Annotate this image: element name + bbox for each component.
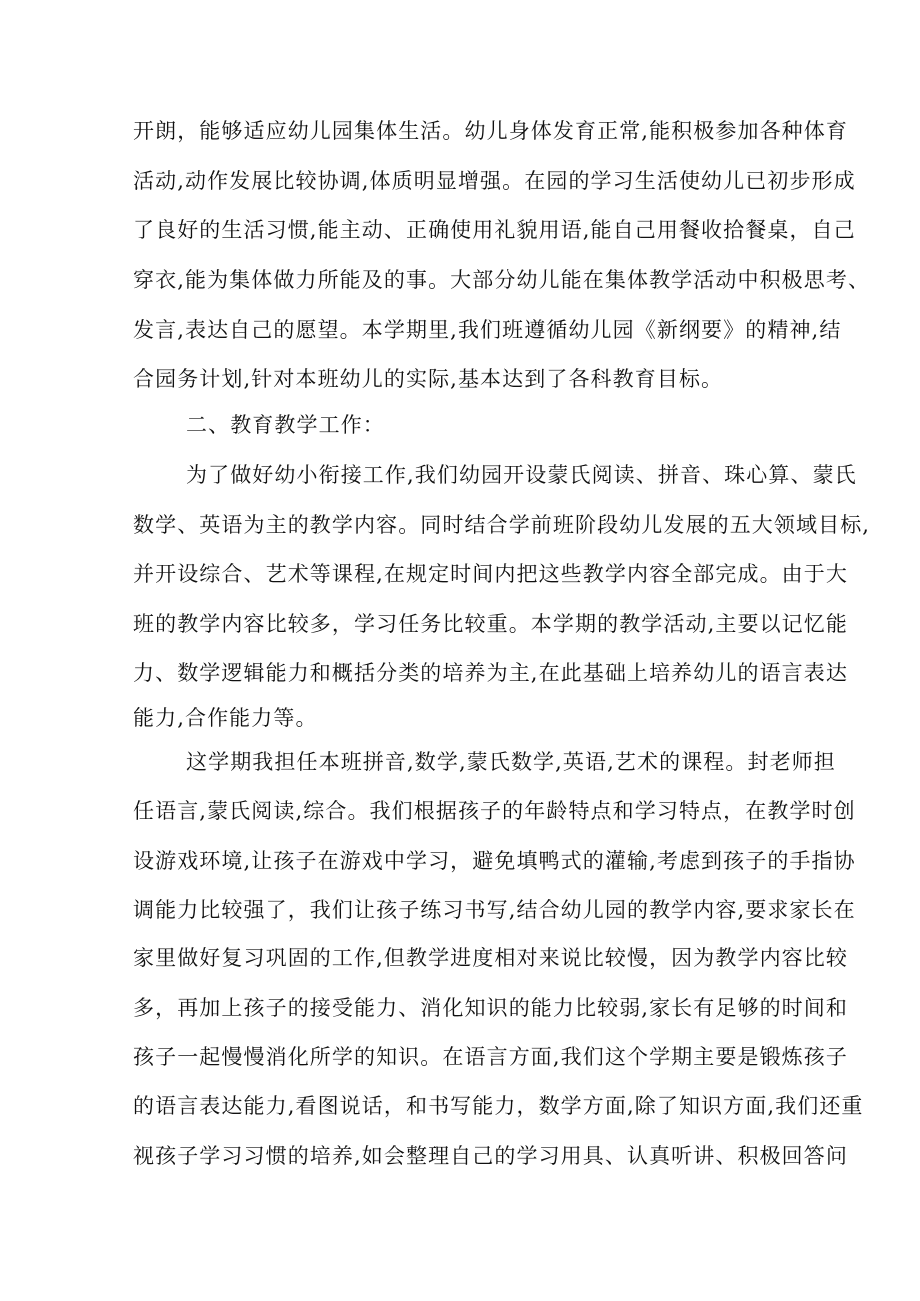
paragraph-line: 这学期我担任本班拼音,数学,蒙氏数学,英语,艺术的课程。封老师担	[186, 750, 836, 774]
paragraph-line: 开朗，能够适应幼儿园集体生活。幼儿身体发育正常,能积极参加各种体育	[133, 119, 848, 143]
paragraph-line: 活动,动作发展比较协调,体质明显增强。在园的学习生活使幼儿已初步形成	[133, 169, 856, 193]
paragraph-line: 视孩子学习习惯的培养,如会整理自己的学习用具、认真听讲、积极回答问	[133, 1144, 848, 1168]
paragraph-line: 的语言表达能力,看图说话，和书写能力，数学方面,除了知识方面,我们还重	[133, 1094, 864, 1118]
paragraph-line: 穿衣,能为集体做力所能及的事。大部分幼儿能在集体教学活动中积极思考、	[133, 268, 871, 292]
paragraph-line: 力、数学逻辑能力和概括分类的培养为主,在此基础上培养幼儿的语言表达	[133, 661, 848, 685]
paragraph-line: 设游戏环境,让孩子在游戏中学习，避免填鸭式的灌输,考虑到孩子的手指协	[133, 849, 856, 873]
paragraph-line: 数学、英语为主的教学内容。同时结合学前班阶段幼儿发展的五大领域目标,	[133, 513, 871, 537]
paragraph-line: 合园务计划,针对本班幼儿的实际,基本达到了各科教育目标。	[133, 367, 724, 391]
paragraph-line: 孩子一起慢慢消化所学的知识。在语言方面,我们这个学期主要是锻炼孩子	[133, 1045, 848, 1069]
paragraph-line: 发言,表达自己的愿望。本学期里,我们班遵循幼儿园《新纲要》的精神,结	[133, 318, 842, 342]
paragraph-line: 任语言,蒙氏阅读,综合。我们根据孩子的年龄特点和学习特点，在教学时创	[133, 799, 856, 823]
paragraph-line: 班的教学内容比较多，学习任务比较重。本学期的教学活动,主要以记忆能	[133, 612, 848, 636]
paragraph-line: 调能力比较强了，我们让孩子练习书写,结合幼儿园的教学内容,要求家长在	[133, 898, 856, 922]
paragraph-line: 为了做好幼小衔接工作,我们幼园开设蒙氏阅读、拼音、珠心算、蒙氏	[186, 463, 857, 487]
paragraph-line: 能力,合作能力等。	[133, 706, 318, 730]
paragraph-line: 多，再加上孩子的接受能力、消化知识的能力比较弱,家长有足够的时间和	[133, 996, 848, 1020]
paragraph-line: 并开设综合、艺术等课程,在规定时间内把这些教学内容全部完成。由于大	[133, 562, 848, 586]
paragraph-line: 家里做好复习巩固的工作,但教学进度相对来说比较慢，因为教学内容比较	[133, 946, 848, 970]
section-heading: 二、教育教学工作：	[186, 413, 385, 437]
paragraph-line: 了良好的生活习惯,能主动、正确使用礼貌用语,能自己用餐收拾餐桌，自己	[133, 218, 856, 242]
